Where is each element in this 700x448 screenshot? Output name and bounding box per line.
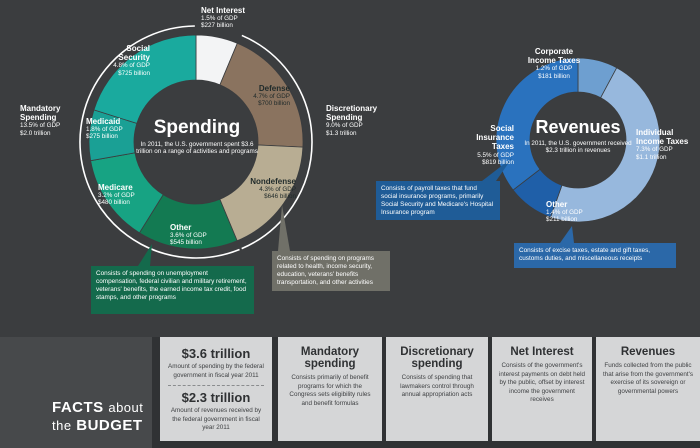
fact-box-totals [160,337,272,441]
facts-divider [168,385,264,386]
defense-label [240,84,290,108]
facts-word: FACTS [52,399,104,416]
other-spending-label [170,223,220,247]
revenues-title: Revenues [535,117,621,137]
other-revenue-label [546,200,596,224]
fact-box-discretionary [386,337,488,441]
medicaid-name: Medicaid [86,117,121,126]
defense-amount: $700 billion [258,100,290,108]
other-spending-name: Other [170,223,192,232]
other-spending-amount: $545 billion [170,239,202,247]
medicare-pct: 3.2% of GDP [98,192,135,200]
mandatory-fact-desc: Consists primarily of benefit programs for which the Congress sets eligibility rules and benefit formulas [289,374,371,407]
mandatory-amount: $2.0 trillion [20,129,51,137]
callout-other-revenue-pointer [560,226,574,243]
about-word: about [108,400,144,415]
mandatory-name-1: Mandatory [20,104,61,113]
budget-word: BUDGET [76,417,143,434]
mandatory-name-2: Spending [20,113,57,123]
callout-social-insurance: Consists of payroll taxes that fund social insurance programs, primarily Social Security and Medicare's Hospital Insurance program [376,181,500,220]
discretionary-pct: 9.0% of GDP [326,122,363,130]
discretionary-name-2: Spending [326,113,363,123]
medicare-label [98,183,148,207]
received-desc: Amount of revenues received by the federal government in fiscal year 2011 [170,407,262,431]
spending-title: Spending [153,117,241,138]
callout-mandatory: Consists of spending on unemployment compensation, federal civilian and military retirement, veterans' benefits, the earned income tax credit, food stamps, and other programs [91,266,254,314]
discretionary-fact-title: Discretionary spending [400,346,474,371]
social-security-name-1: Social [126,44,150,53]
medicaid-pct: 1.8% of GDP [86,126,123,134]
social-security-name-2: Security [118,53,150,63]
medicare-name: Medicare [98,183,133,192]
net-interest-amount: $227 billion [201,22,233,30]
spent-value: $3.6 trillion [181,346,251,361]
other-revenue-amount: $211 billion [546,216,578,224]
social-insurance-name-1: Social [490,124,514,133]
medicaid-label [86,117,128,141]
callout-mandatory-pointer [138,244,152,266]
revenues-fact-desc: Funds collected from the public that arise from the government's exercise of its sovereign or governmental powers [602,362,694,395]
individual-amount: $1.1 trillion [636,153,667,161]
social-insurance-label [452,124,514,166]
fact-box-revenues [596,337,700,441]
net-interest-name: Net Interest [201,6,246,15]
callout-other-revenue: Consists of excise taxes, estate and gift taxes, customs duties, and miscellaneous receipts [514,243,676,268]
mandatory-label [20,104,80,137]
nondefense-label [248,177,296,201]
defense-pct: 4.7% of GDP [253,93,290,101]
the-word: the [52,418,72,433]
callout-nondefense: Consists of spending on programs related to health, income security, education, veterans' benefits transportation, and other activities [272,251,390,291]
other-spending-pct: 3.6% of GDP [170,232,207,240]
discretionary-amount: $1.3 trillion [326,129,357,137]
social-security-amount: $725 billion [118,69,150,77]
discretionary-label [326,104,392,137]
corporate-name-2: Income Taxes [527,56,581,66]
revenues-subtitle: In 2011, the U.S. government received $2.3 trillion in revenues [524,140,632,155]
spent-desc: Amount of spending by the federal government in fiscal year 2011 [168,363,264,379]
net-interest-pct: 1.5% of GDP [201,15,238,23]
social-security-label [100,44,150,77]
nondefense-amount: $646 billion [264,193,296,201]
discretionary-fact-desc: Consists of spending that lawmakers control through annual appropriation acts [400,374,474,399]
social-insurance-name-2: Insurance Taxes [476,133,514,152]
individual-label [636,128,698,161]
medicare-amount: $480 billion [98,199,130,207]
discretionary-name-1: Discretionary [326,104,378,113]
corporate-label [522,47,586,80]
interest-fact-title: Net Interest [510,346,574,358]
facts-panel [0,337,152,448]
individual-name-1: Individual [636,128,674,137]
corporate-amount: $181 billion [538,72,570,80]
other-revenue-pct: 1.4% of GDP [546,209,583,217]
received-value: $2.3 trillion [181,390,251,405]
nondefense-name: Nondefense [250,177,296,186]
fact-box-mandatory [278,337,382,441]
mandatory-pct: 13.5% of GDP [20,122,61,130]
social-insurance-amount: $819 billion [482,158,514,166]
mandatory-fact-title: Mandatory spending [300,346,360,371]
medicaid-amount: $275 billion [86,133,118,141]
social-security-pct: 4.8% of GDP [113,62,150,70]
individual-name-2: Income Taxes [636,137,689,147]
defense-name: Defense [258,84,290,93]
other-revenue-name: Other [546,200,568,209]
nondefense-pct: 4.3% of GDP [259,186,296,194]
revenues-fact-title: Revenues [620,346,676,358]
fact-box-interest [492,337,592,441]
social-insurance-pct: 5.5% of GDP [477,151,514,159]
interest-fact-desc: Consists of the government's interest payments on debt held by the public, offset by interest income the government receives [498,362,586,404]
individual-pct: 7.3% of GDP [636,146,673,154]
net-interest-label [201,6,261,30]
corporate-name-1: Corporate [534,47,574,56]
spending-subtitle: In 2011, the U.S. government spent $3.6 trillion on a range of activities and programs [136,141,258,156]
corporate-pct: 1.2% of GDP [535,65,573,73]
